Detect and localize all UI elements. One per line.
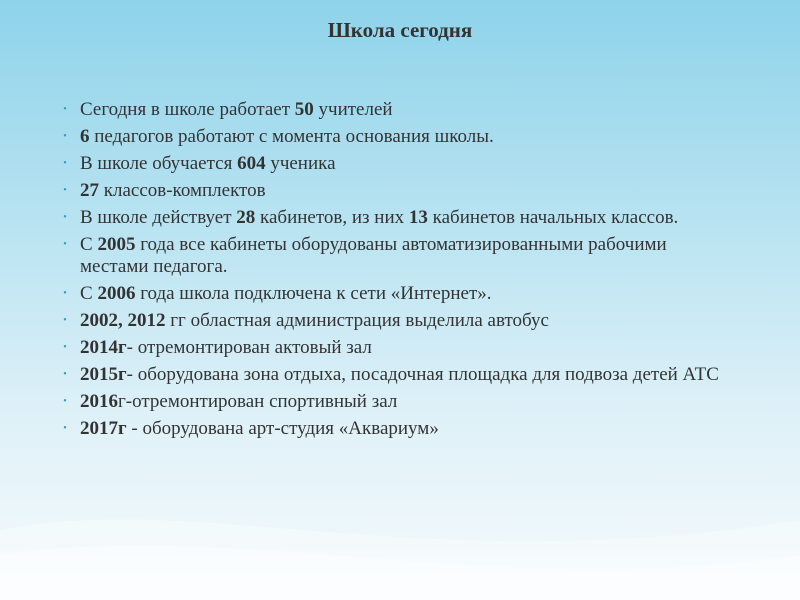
text-segment: - оборудована арт-студия «Аквариум» [126, 418, 439, 439]
bullet-icon: • [63, 315, 67, 326]
bullet-item [56, 153, 736, 175]
bold-value: 13 [408, 207, 428, 228]
text-segment: педагогов работают с момента основания школы. [89, 126, 494, 147]
text-segment: классов-комплектов [99, 180, 266, 201]
slide-title: Школа сегодня [327, 18, 473, 42]
bullet-item [56, 207, 736, 229]
bullet-text [80, 337, 372, 358]
bullet-icon: • [63, 185, 67, 196]
bold-value: 50 [294, 99, 314, 120]
bullet-item [56, 126, 736, 148]
bold-value: 28 [236, 207, 256, 228]
bold-value: 27 [80, 180, 99, 201]
bullet-text [80, 418, 439, 439]
bullet-text [80, 234, 667, 277]
text-segment: учителей [313, 99, 393, 120]
bullet-icon: • [63, 342, 67, 353]
text-segment: - отремонтирован актовый зал [126, 337, 372, 358]
bold-value: 2016 [80, 391, 118, 412]
bold-value: 2002, 2012 [80, 310, 166, 331]
bullet-item [56, 337, 736, 359]
bullet-text [80, 364, 719, 385]
text-segment: г-отремонтирован спортивный зал [118, 391, 398, 412]
text-segment: С [80, 283, 98, 304]
bullet-text [80, 283, 492, 304]
text-segment: кабинетов начальных классов. [427, 207, 679, 228]
bullet-item [56, 418, 736, 440]
bold-value: 6 [80, 126, 90, 147]
bullet-icon: • [63, 158, 67, 169]
bold-value: 2014г [80, 337, 127, 358]
bullet-text [80, 310, 549, 331]
bullet-icon: • [63, 423, 67, 434]
bold-value: 604 [237, 153, 266, 174]
background-wave-decoration [0, 460, 800, 600]
bullet-item [56, 364, 736, 386]
bullet-icon: • [63, 131, 67, 142]
bullet-icon: • [63, 288, 67, 299]
bullet-icon: • [63, 104, 67, 115]
text-segment: года все кабинеты оборудованы автоматизированными рабочими местами педагога. [80, 234, 667, 277]
text-segment: В школе действует [80, 207, 237, 228]
bullet-text [80, 153, 336, 174]
text-segment: ученика [265, 153, 336, 174]
bullet-item [56, 234, 736, 278]
bullet-text [80, 99, 393, 120]
bullet-text [80, 180, 266, 201]
bold-value: 2017г [80, 418, 127, 439]
bullet-text [80, 126, 494, 147]
bold-value: 2006 [97, 283, 136, 304]
text-segment: кабинетов, из них [255, 207, 409, 228]
bullet-item [56, 180, 736, 202]
bullet-item [56, 99, 736, 121]
bullet-item [56, 391, 736, 413]
bullet-icon: • [63, 369, 67, 380]
bullet-list [56, 99, 736, 445]
text-segment: С [80, 234, 98, 255]
bold-value: 2005 [97, 234, 136, 255]
bullet-text [80, 391, 397, 412]
bullet-icon: • [63, 396, 67, 407]
bullet-icon: • [63, 239, 67, 250]
text-segment: гг областная администрация выделила автобус [165, 310, 549, 331]
text-segment: - оборудована зона отдыха, посадочная площадка для подвоза детей АТС [126, 364, 719, 385]
text-segment: В школе обучается [80, 153, 238, 174]
text-segment: года школа подключена к сети «Интернет». [135, 283, 492, 304]
bullet-text [80, 207, 678, 228]
bullet-item [56, 283, 736, 305]
text-segment: Сегодня в школе работает [80, 99, 295, 120]
bullet-icon: • [63, 212, 67, 223]
bold-value: 2015г [80, 364, 127, 385]
bullet-item [56, 310, 736, 332]
